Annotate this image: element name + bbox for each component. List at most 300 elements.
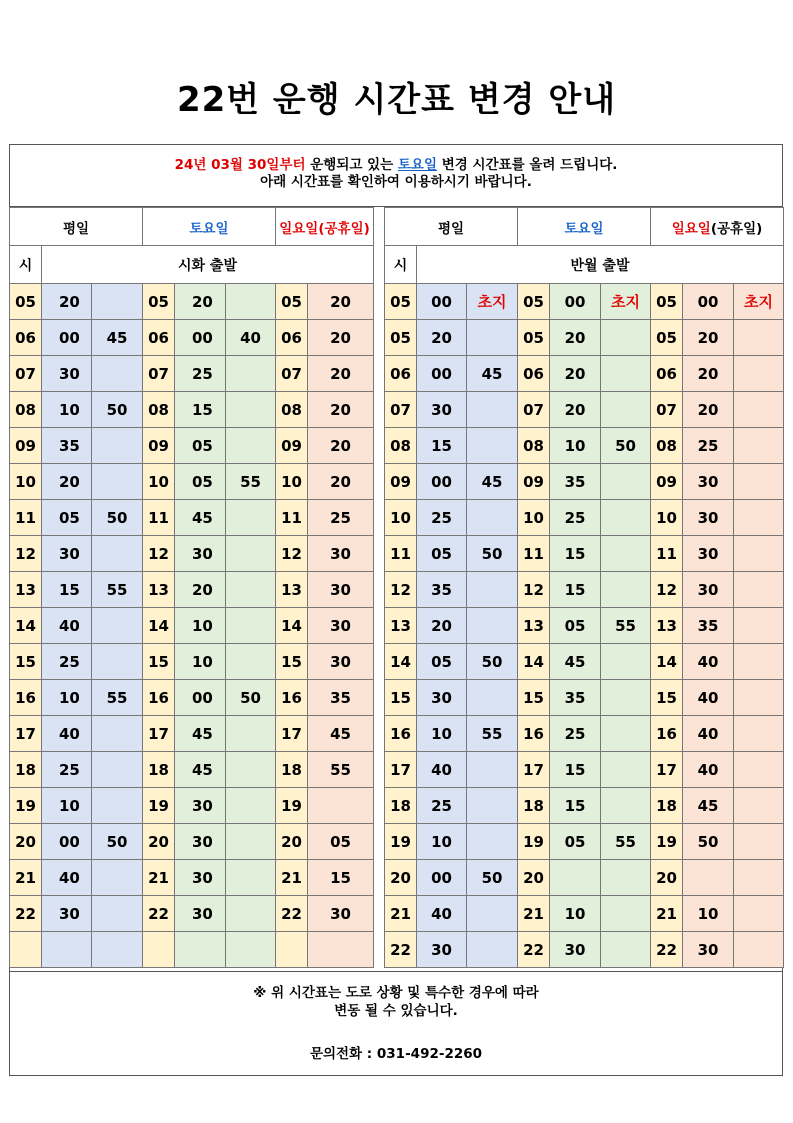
minute-cell: 30 [683, 464, 734, 500]
minute-cell: 10 [42, 680, 92, 716]
minute-cell [601, 464, 651, 500]
minute-cell [92, 464, 143, 500]
hour-cell: 10 [10, 464, 42, 500]
minute-cell: 25 [175, 356, 226, 392]
hour-cell: 22 [385, 932, 417, 968]
hour-cell: 17 [276, 716, 308, 752]
minute-cell: 10 [175, 608, 226, 644]
hour-cell: 12 [276, 536, 308, 572]
saturday-header: 토요일 [518, 208, 651, 246]
hour-cell: 18 [518, 788, 550, 824]
table-row [10, 896, 374, 932]
hour-cell: 21 [385, 896, 417, 932]
minute-cell: 10 [417, 716, 467, 752]
table-row [385, 896, 784, 932]
minute-cell: 40 [683, 716, 734, 752]
minute-cell: 40 [42, 716, 92, 752]
minute-cell: 30 [683, 572, 734, 608]
hour-cell: 10 [143, 464, 175, 500]
hour-cell [10, 932, 42, 968]
minute-cell: 55 [92, 680, 143, 716]
minute-cell: 45 [467, 356, 518, 392]
minute-cell [92, 932, 143, 968]
table-row [385, 644, 784, 680]
minute-cell [226, 392, 276, 428]
hour-cell: 11 [518, 536, 550, 572]
minute-cell [467, 320, 518, 356]
table-row [385, 860, 784, 896]
minute-cell: 25 [42, 644, 92, 680]
minute-cell: 00 [175, 680, 226, 716]
hour-cell: 09 [10, 428, 42, 464]
minute-cell [226, 716, 276, 752]
minute-cell: 50 [92, 500, 143, 536]
table-row [10, 572, 374, 608]
hour-cell: 17 [518, 752, 550, 788]
minute-cell: 45 [175, 716, 226, 752]
minute-cell: 00 [417, 464, 467, 500]
minute-cell: 15 [308, 860, 374, 896]
minute-cell: 40 [417, 752, 467, 788]
footer-divider [9, 971, 783, 972]
hour-cell: 10 [651, 500, 683, 536]
minute-cell: 25 [683, 428, 734, 464]
minute-cell [734, 572, 784, 608]
minute-cell: 30 [550, 932, 601, 968]
table-row [385, 500, 784, 536]
minute-cell [734, 356, 784, 392]
minute-cell [308, 788, 374, 824]
hour-cell: 06 [651, 356, 683, 392]
minute-cell: 20 [175, 572, 226, 608]
weekday-header: 평일 [385, 208, 518, 246]
minute-cell [601, 788, 651, 824]
hour-cell: 08 [385, 428, 417, 464]
minute-cell: 50 [92, 824, 143, 860]
hour-cell: 11 [143, 500, 175, 536]
minute-cell: 20 [42, 284, 92, 320]
hour-cell: 05 [385, 320, 417, 356]
minute-cell: 05 [175, 464, 226, 500]
hour-cell: 18 [385, 788, 417, 824]
minute-cell: 30 [683, 932, 734, 968]
hour-cell: 10 [276, 464, 308, 500]
minute-cell: 30 [42, 356, 92, 392]
hour-cell: 09 [143, 428, 175, 464]
minute-cell: 00 [417, 284, 467, 320]
minute-cell [734, 788, 784, 824]
minute-cell [734, 824, 784, 860]
minute-cell: 20 [308, 320, 374, 356]
hour-cell: 19 [276, 788, 308, 824]
minute-cell [734, 608, 784, 644]
table-row [10, 464, 374, 500]
footer-line-2: 변동 될 수 있습니다. [334, 1003, 458, 1019]
table-row [10, 860, 374, 896]
minute-cell: 35 [550, 680, 601, 716]
hour-cell: 12 [143, 536, 175, 572]
hour-cell: 14 [143, 608, 175, 644]
hour-cell: 05 [276, 284, 308, 320]
minute-cell: 25 [417, 500, 467, 536]
hour-cell: 15 [651, 680, 683, 716]
minute-cell [601, 536, 651, 572]
minute-cell [226, 788, 276, 824]
hour-cell: 14 [10, 608, 42, 644]
minute-cell: 40 [417, 896, 467, 932]
minute-cell [92, 356, 143, 392]
minute-cell: 25 [308, 500, 374, 536]
hour-cell: 07 [385, 392, 417, 428]
notice-line-2: 아래 시간표를 확인하여 이용하시기 바랍니다. [260, 174, 532, 190]
hour-cell [276, 932, 308, 968]
minute-cell: 35 [42, 428, 92, 464]
hour-cell: 19 [143, 788, 175, 824]
minute-cell [467, 752, 518, 788]
table-row [385, 680, 784, 716]
minute-cell [734, 644, 784, 680]
minute-cell: 00 [417, 860, 467, 896]
minute-cell: 45 [308, 716, 374, 752]
minute-cell [601, 716, 651, 752]
notice-saturday: 토요일 [397, 157, 438, 173]
table-row [10, 284, 374, 320]
hour-cell: 12 [10, 536, 42, 572]
minute-cell: 05 [42, 500, 92, 536]
minute-cell: 15 [550, 536, 601, 572]
table-row [385, 284, 784, 320]
minute-cell: 35 [417, 572, 467, 608]
minute-cell: 50 [467, 536, 518, 572]
minute-cell: 30 [308, 608, 374, 644]
table-row [385, 464, 784, 500]
table-row [385, 752, 784, 788]
minute-cell [467, 428, 518, 464]
table-row [385, 392, 784, 428]
hour-cell: 12 [651, 572, 683, 608]
minute-cell [734, 680, 784, 716]
hour-cell: 19 [518, 824, 550, 860]
hour-cell: 22 [518, 932, 550, 968]
minute-cell: 20 [308, 356, 374, 392]
hour-cell: 05 [143, 284, 175, 320]
minute-cell [226, 536, 276, 572]
minute-cell: 15 [42, 572, 92, 608]
minute-cell: 30 [417, 932, 467, 968]
minute-cell [467, 608, 518, 644]
hour-header: 시 [10, 246, 42, 284]
minute-cell [92, 536, 143, 572]
minute-cell: 20 [308, 284, 374, 320]
minute-cell [734, 716, 784, 752]
minute-cell [467, 572, 518, 608]
minute-cell: 00 [42, 824, 92, 860]
minute-cell [226, 500, 276, 536]
table-row [385, 536, 784, 572]
minute-cell [226, 284, 276, 320]
table-row [385, 572, 784, 608]
hour-cell: 11 [10, 500, 42, 536]
minute-cell [734, 392, 784, 428]
hour-cell: 05 [651, 320, 683, 356]
hour-cell: 11 [385, 536, 417, 572]
minute-cell: 20 [308, 392, 374, 428]
hour-cell: 21 [518, 896, 550, 932]
minute-cell: 50 [92, 392, 143, 428]
hour-cell: 17 [143, 716, 175, 752]
hour-cell: 05 [518, 284, 550, 320]
table-row [385, 356, 784, 392]
hour-cell: 15 [10, 644, 42, 680]
minute-cell [601, 320, 651, 356]
minute-cell: 15 [175, 392, 226, 428]
hour-cell: 07 [143, 356, 175, 392]
minute-cell [550, 860, 601, 896]
minute-cell: 25 [550, 500, 601, 536]
hour-cell: 05 [651, 284, 683, 320]
minute-cell [601, 392, 651, 428]
table-row [10, 428, 374, 464]
minute-cell: 30 [683, 500, 734, 536]
minute-cell: 30 [175, 788, 226, 824]
minute-cell: 30 [175, 824, 226, 860]
minute-cell [42, 932, 92, 968]
minute-cell [734, 752, 784, 788]
hour-cell: 06 [143, 320, 175, 356]
minute-cell: 30 [42, 536, 92, 572]
minute-cell: 40 [683, 680, 734, 716]
minute-cell: 10 [175, 644, 226, 680]
hour-cell: 06 [385, 356, 417, 392]
notice-text [9, 146, 783, 191]
table-row [10, 392, 374, 428]
minute-cell [734, 464, 784, 500]
hour-cell: 18 [10, 752, 42, 788]
minute-cell: 25 [550, 716, 601, 752]
minute-cell [226, 896, 276, 932]
minute-cell [467, 680, 518, 716]
table-row [385, 320, 784, 356]
hour-cell: 06 [10, 320, 42, 356]
table-row [10, 752, 374, 788]
minute-cell: 05 [175, 428, 226, 464]
minute-cell: 30 [308, 572, 374, 608]
minute-cell [734, 428, 784, 464]
minute-cell: 10 [42, 392, 92, 428]
hour-cell: 12 [518, 572, 550, 608]
minute-cell: 15 [550, 572, 601, 608]
hour-cell: 08 [651, 428, 683, 464]
minute-cell: 05 [417, 536, 467, 572]
minute-cell [601, 644, 651, 680]
minute-cell: 55 [601, 608, 651, 644]
origin-header: 시화 출발 [42, 246, 374, 284]
hour-cell: 07 [10, 356, 42, 392]
minute-cell: 30 [42, 896, 92, 932]
hour-cell: 15 [143, 644, 175, 680]
minute-cell: 15 [417, 428, 467, 464]
hour-cell: 10 [518, 500, 550, 536]
hour-cell: 14 [385, 644, 417, 680]
hour-cell: 20 [651, 860, 683, 896]
hour-cell: 09 [385, 464, 417, 500]
minute-cell: 30 [308, 536, 374, 572]
hour-cell: 13 [518, 608, 550, 644]
hour-cell: 21 [143, 860, 175, 896]
table-row [10, 716, 374, 752]
minute-cell: 55 [308, 752, 374, 788]
hour-cell: 13 [276, 572, 308, 608]
minute-cell [226, 860, 276, 896]
minute-cell [226, 356, 276, 392]
hour-cell: 17 [10, 716, 42, 752]
minute-cell [734, 896, 784, 932]
minute-cell: 15 [550, 788, 601, 824]
minute-cell: 55 [92, 572, 143, 608]
minute-cell [683, 860, 734, 896]
minute-cell: 10 [550, 896, 601, 932]
minute-cell [601, 680, 651, 716]
minute-cell: 05 [308, 824, 374, 860]
minute-cell [92, 716, 143, 752]
sunday-header: 일요일(공휴일) [276, 208, 374, 246]
minute-cell [734, 932, 784, 968]
table-row [10, 356, 374, 392]
page-title: 22번 운행 시간표 변경 안내 [176, 80, 617, 120]
minute-cell: 45 [550, 644, 601, 680]
table-row [10, 608, 374, 644]
minute-cell: 20 [417, 608, 467, 644]
minute-cell: 30 [175, 536, 226, 572]
hour-cell: 22 [143, 896, 175, 932]
hour-cell: 09 [518, 464, 550, 500]
minute-cell [601, 896, 651, 932]
minute-cell: 35 [683, 608, 734, 644]
table-row [10, 644, 374, 680]
minute-cell: 00 [550, 284, 601, 320]
minute-cell: 30 [175, 896, 226, 932]
minute-cell: 20 [175, 284, 226, 320]
minute-cell: 50 [226, 680, 276, 716]
hour-cell: 08 [518, 428, 550, 464]
hour-cell: 18 [276, 752, 308, 788]
hour-cell: 15 [518, 680, 550, 716]
hour-cell: 20 [10, 824, 42, 860]
minute-cell: 20 [308, 464, 374, 500]
hour-cell: 20 [385, 860, 417, 896]
minute-cell: 45 [683, 788, 734, 824]
weekday-header: 평일 [10, 208, 143, 246]
table-row [385, 788, 784, 824]
minute-cell: 초지 [467, 284, 518, 320]
minute-cell: 30 [683, 536, 734, 572]
minute-cell: 15 [550, 752, 601, 788]
notice-end: 변경 시간표를 올려 드립니다. [437, 157, 618, 173]
minute-cell [601, 572, 651, 608]
minute-cell: 40 [42, 608, 92, 644]
minute-cell: 40 [683, 644, 734, 680]
hour-cell: 07 [518, 392, 550, 428]
table-row [10, 932, 374, 968]
minute-cell: 45 [175, 500, 226, 536]
minute-cell [226, 932, 276, 968]
hour-cell: 20 [518, 860, 550, 896]
hour-cell: 05 [385, 284, 417, 320]
minute-cell: 25 [42, 752, 92, 788]
minute-cell: 10 [683, 896, 734, 932]
origin-header: 반월 출발 [417, 246, 784, 284]
minute-cell [92, 608, 143, 644]
saturday-header: 토요일 [143, 208, 276, 246]
hour-cell: 16 [143, 680, 175, 716]
contact-phone: 문의전화 : 031-492-2260 [309, 1046, 483, 1062]
hour-cell: 16 [10, 680, 42, 716]
minute-cell: 45 [175, 752, 226, 788]
hour-cell: 07 [276, 356, 308, 392]
minute-cell [467, 896, 518, 932]
hour-cell: 22 [651, 932, 683, 968]
hour-cell: 21 [10, 860, 42, 896]
table-row [10, 824, 374, 860]
minute-cell: 20 [550, 356, 601, 392]
sunday-header: 일요일(공휴일) [651, 208, 784, 246]
hour-cell: 06 [276, 320, 308, 356]
minute-cell: 55 [601, 824, 651, 860]
minute-cell [601, 860, 651, 896]
hour-cell: 19 [651, 824, 683, 860]
hour-header: 시 [385, 246, 417, 284]
hour-cell: 14 [518, 644, 550, 680]
hour-cell: 09 [276, 428, 308, 464]
hour-cell: 15 [385, 680, 417, 716]
minute-cell: 20 [683, 392, 734, 428]
effective-date: 24년 03월 30일부터 [174, 157, 306, 173]
minute-cell: 초지 [734, 284, 784, 320]
minute-cell [734, 860, 784, 896]
table-row [10, 788, 374, 824]
minute-cell: 00 [683, 284, 734, 320]
minute-cell: 05 [417, 644, 467, 680]
hour-cell: 13 [143, 572, 175, 608]
minute-cell [467, 500, 518, 536]
minute-cell [92, 284, 143, 320]
minute-cell [92, 860, 143, 896]
minute-cell: 00 [417, 356, 467, 392]
minute-cell [226, 608, 276, 644]
hour-cell: 13 [10, 572, 42, 608]
minute-cell [601, 356, 651, 392]
minute-cell: 05 [550, 608, 601, 644]
minute-cell: 35 [308, 680, 374, 716]
hour-cell: 16 [276, 680, 308, 716]
minute-cell: 20 [417, 320, 467, 356]
minute-cell: 25 [417, 788, 467, 824]
hour-cell: 08 [143, 392, 175, 428]
minute-cell: 45 [467, 464, 518, 500]
hour-cell: 16 [518, 716, 550, 752]
minute-cell: 20 [550, 320, 601, 356]
minute-cell: 20 [308, 428, 374, 464]
minute-cell [226, 824, 276, 860]
minute-cell: 20 [683, 320, 734, 356]
footer-line-1: ※ 위 시간표는 도로 상황 및 특수한 경우에 따라 [253, 985, 539, 1001]
hour-cell: 13 [385, 608, 417, 644]
minute-cell: 20 [42, 464, 92, 500]
minute-cell: 30 [175, 860, 226, 896]
minute-cell [467, 932, 518, 968]
table-row [10, 536, 374, 572]
minute-cell: 55 [467, 716, 518, 752]
